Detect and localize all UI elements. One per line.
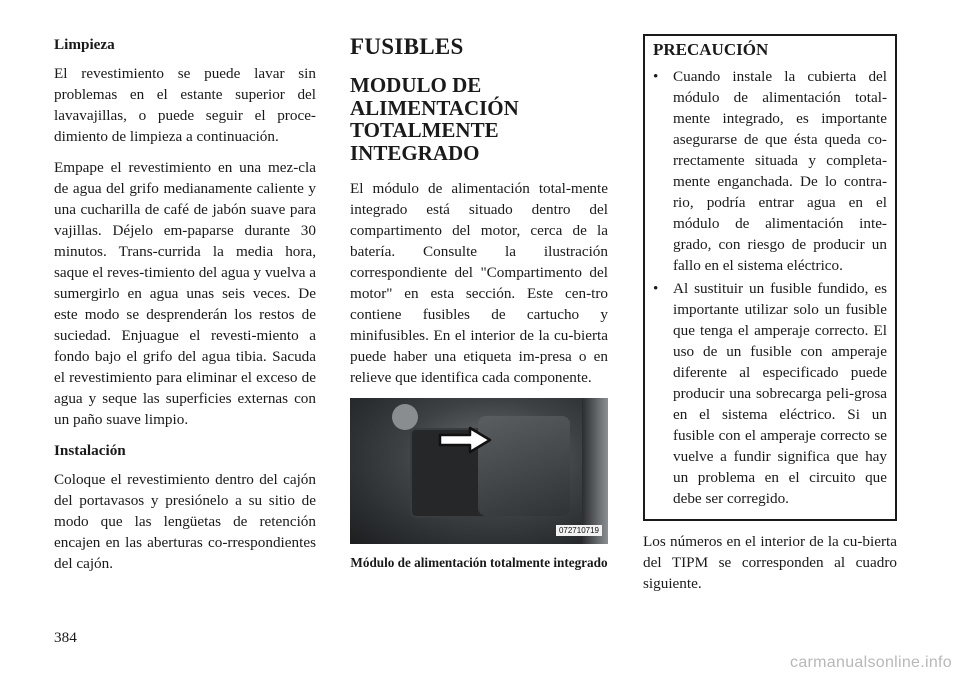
paragraph-cleaning-intro: El revestimiento se puede lavar sin problemas en el estante superior del lavavajillas, o puede seguir el proce-dimiento de limpieza a continuación. xyxy=(54,65,316,145)
fender-shape xyxy=(582,398,608,544)
middle-column xyxy=(350,34,608,571)
power-module-photo xyxy=(350,398,608,544)
caution-title: PRECAUCIÓN xyxy=(653,40,769,59)
heading-limpieza: Limpieza xyxy=(54,36,115,53)
caution-item xyxy=(653,278,887,509)
left-column xyxy=(54,34,316,584)
paragraph-cleaning-steps: Empape el revestimiento en una mez-cla de agua del grifo medianamente caliente y una cucharilla de café de jabón suave para vajillas. Déjelo em-paparse durante 30 minutos. Trans-currida la media hora, saque el reves-timiento del agua y vuelva a sumergirlo en agua unas seis veces. De este modo se desprenderán los restos de suciedad. Enjuague el revesti-miento a fondo bajo el grifo del agua tibia. Sacuda el revestimiento para eliminar el exceso de agua y seque las superficies externas con un paño suave limpio. xyxy=(54,159,316,428)
paragraph-tipm: Los números en el interior de la cu-bierta del TIPM se corresponden al cuadro siguiente. xyxy=(643,533,897,592)
section-subtitle: MODULO DE ALIMENTACIÓN TOTALMENTE INTEGRADO xyxy=(350,73,519,165)
section-title: FUSIBLES xyxy=(350,34,464,59)
watermark: carmanualsonline.info xyxy=(790,654,952,671)
fluid-cap xyxy=(392,404,418,430)
caution-item-text: Cuando instale la cubierta del módulo de alimentación total-mente integrado, es importante asegurarse de que ésta queda co-rrectamente situada y completa-mente enganchada. De lo contra-rio, podría entrar agua en el módulo de alimentación inte-grado, con riesgo de producir un fallo en el sistema eléctrico. xyxy=(673,68,887,274)
image-caption: Módulo de alimentación totalmente integrado xyxy=(350,555,608,570)
page-number: 384 xyxy=(54,629,77,646)
caution-list xyxy=(653,66,887,509)
caution-item xyxy=(653,66,887,276)
bullet-icon: • xyxy=(653,280,659,297)
heading-instalacion: Instalación xyxy=(54,442,126,459)
arrow-right-icon xyxy=(438,426,492,454)
right-column xyxy=(643,34,897,604)
caution-box xyxy=(643,34,897,521)
bullet-icon: • xyxy=(653,68,659,85)
caution-item-text: Al sustituir un fusible fundido, es importante utilizar solo un fusible que tenga el amperaje correcto. El uso de un fusible con amperaje diferente al especificado puede producir una sobrecarga peli-grosa en el sistema eléctrico. Si un fusible con el amperaje correcto se vuelve a fundir significa que hay un problema en el circuito que debe ser corregido. xyxy=(673,280,887,507)
paragraph-installation: Coloque el revestimiento dentro del cajón del portavasos y presiónelo a su sitio de modo que las lengüetas de retención encajen en las aberturas co-rrespondientes del cajón. xyxy=(54,471,316,572)
paragraph-power-module: El módulo de alimentación total-mente integrado está situado dentro del compartimento del motor, cerca de la batería. Consulte la ilustración correspondiente del "Compartimento del motor" en esta sección. Este cen-tro contiene fusibles de cartucho y minifusibles. En el interior de la cu-bierta puede haber una etiqueta im-presa o en relieve que identifica cada componente. xyxy=(350,180,608,386)
image-code: 072710719 xyxy=(556,525,602,536)
